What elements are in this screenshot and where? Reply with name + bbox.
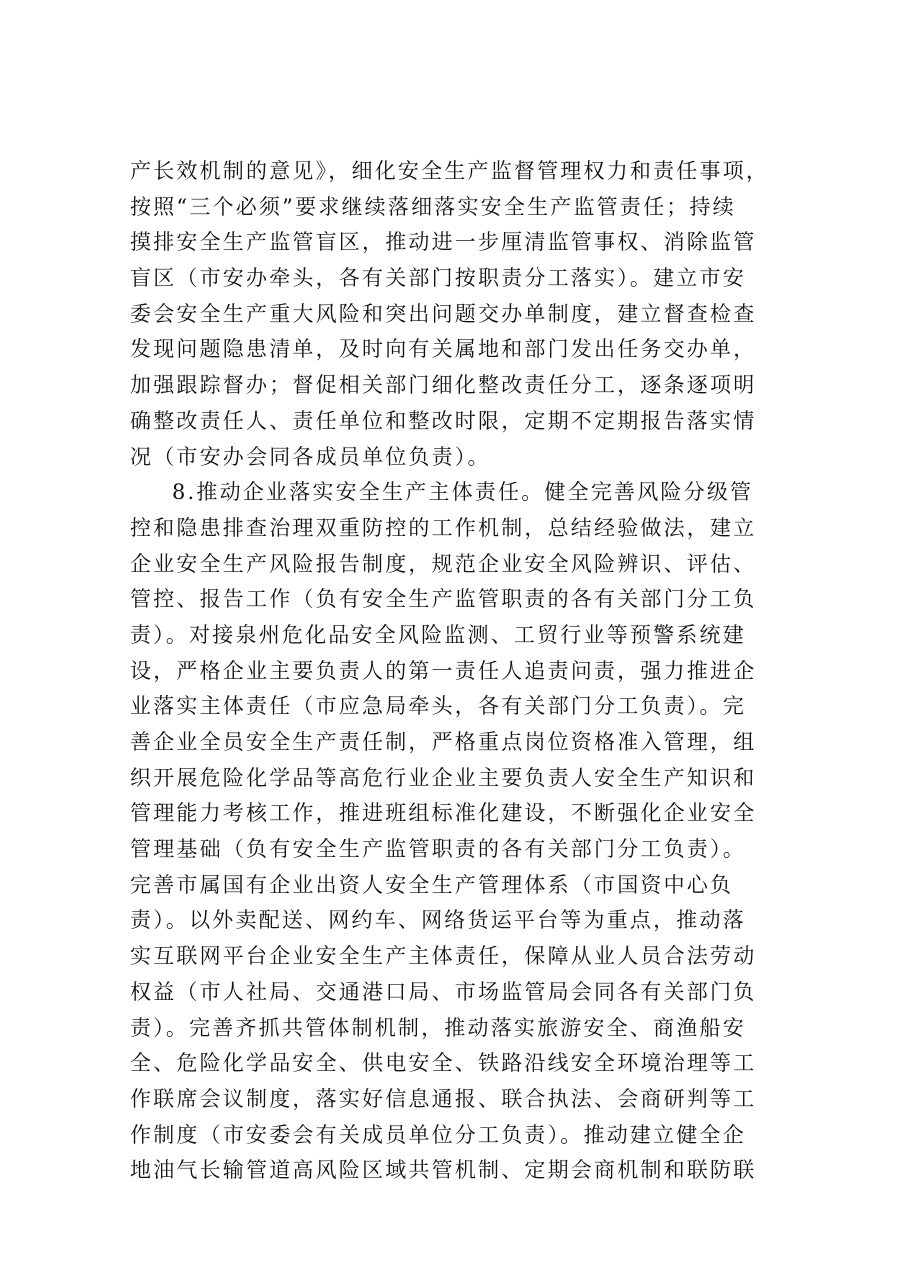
text-line: 织开展危险化学品等高危行业企业主要负责人安全生产知识和	[130, 765, 757, 790]
text-line: 作联席会议制度，落实好信息通报、联合执法、会商研判等工	[130, 1086, 757, 1111]
text-line: 控和隐患排查治理双重防控的工作机制，总结经验做法，建立	[130, 515, 757, 540]
text-line: 确整改责任人、责任单位和整改时限，定期不定期报告落实情	[130, 408, 757, 433]
text-line: 实互联网平台企业安全生产主体责任，保障从业人员合法劳动	[130, 944, 757, 969]
text-line: 完善市属国有企业出资人安全生产管理体系（市国资中心负	[130, 872, 734, 897]
section-heading-line: 8.推动企业落实安全生产主体责任。健全完善风险分级管	[172, 480, 754, 505]
text-line: 摸排安全生产监管盲区，推动进一步厘清监管事权、消除监管	[130, 230, 757, 255]
text-line: 况（市安办会同各成员单位负责）。	[130, 444, 491, 469]
text-line: 盲区（市安办牵头，各有关部门按职责分工落实）。建立市安	[130, 266, 746, 291]
text-line: 管理能力考核工作，推进班组标准化建设，不断强化企业安全	[130, 801, 757, 826]
text-line: 委会安全生产重大风险和突出问题交办单制度，建立督查检查	[130, 301, 757, 326]
text-line: 按照“三个必须”要求继续落细落实安全生产监管责任；持续	[130, 194, 736, 219]
text-line: 善企业全员安全生产责任制，严格重点岗位资格准入管理，组	[130, 730, 757, 754]
text-line: 管理基础（负有安全生产监管职责的各有关部门分工负责）。	[130, 837, 746, 862]
text-line: 全、危险化学品安全、供电安全、铁路沿线安全环境治理等工	[130, 1051, 757, 1076]
text-line: 作制度（市安委会有关成员单位分工负责）。推动建立健全企	[130, 1122, 746, 1147]
document-body	[130, 154, 798, 1189]
text-line: 地油气长输管道高风险区域共管机制、定期会商机制和联防联	[130, 1158, 757, 1183]
text-line: 责）。以外卖配送、网约车、网络货运平台等为重点，推动落	[130, 908, 746, 933]
text-line: 权益（市人社局、交通港口局、市场监管局会同各有关部门负	[130, 979, 757, 1004]
text-line: 设，严格企业主要负责人的第一责任人追责问责，强力推进企	[130, 658, 757, 683]
text-line: 加强跟踪督办；督促相关部门细化整改责任分工，逐条逐项明	[130, 373, 757, 398]
text-line: 责）。对接泉州危化品安全风险监测、工贸行业等预警系统建	[130, 622, 746, 647]
text-line: 责）。完善齐抓共管体制机制，推动落实旅游安全、商渔船安	[130, 1015, 746, 1040]
text-line: 产长效机制的意见》，细化安全生产监督管理权力和责任事项，	[130, 159, 770, 183]
text-line: 管控、报告工作（负有安全生产监管职责的各有关部门分工负	[130, 587, 757, 612]
text-line: 企业安全生产风险报告制度，规范企业安全风险辨识、评估、	[130, 551, 757, 576]
text-line: 发现问题隐患清单，及时向有关属地和部门发出任务交办单，	[130, 337, 757, 362]
text-line: 业落实主体责任（市应急局牵头，各有关部门分工负责）。完	[130, 694, 746, 719]
